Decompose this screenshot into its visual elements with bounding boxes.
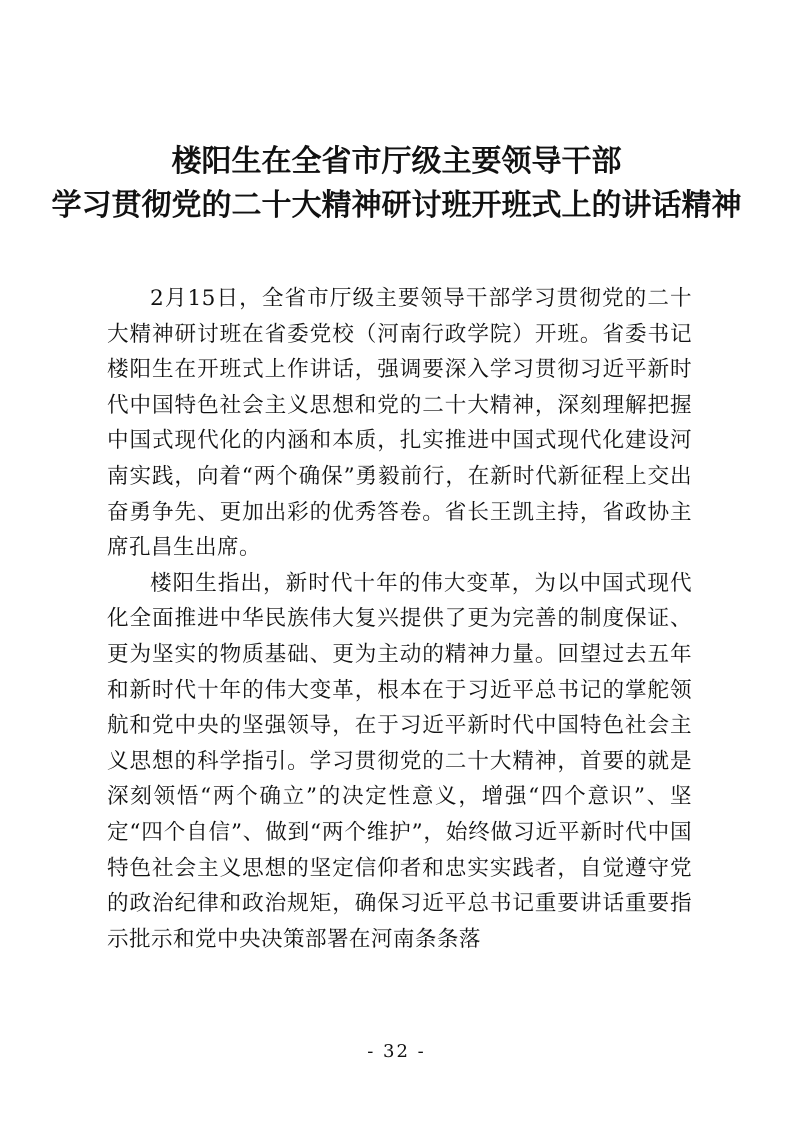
paragraph-1: 2月15日，全省市厅级主要领导干部学习贯彻党的二十大精神研讨班在省委党校（河南行政学院）开班。省委书记楼阳生在开班式上作讲话，强调要深入学习贯彻习近平新时代中国特色社会主义思想和党的二十大精神，深刻理解把握中国式现代化的内涵和本质，扎实推进中国式现代化建设河南实践，向着“两个确保”勇毅前行，在新时代新征程上交出奋勇争先、更加出彩的优秀答卷。省长王凯主持，省政协主席孔昌生出席。	[107, 286, 692, 561]
title-line-1: 楼阳生在全省市厅级主要领导干部	[171, 144, 622, 179]
page-number: - 32 -	[367, 1041, 426, 1062]
paragraph-2: 楼阳生指出，新时代十年的伟大变革，为以中国式现代化全面推进中华民族伟大复兴提供了更为完善的制度保证、更为坚实的物质基础、更为主动的精神力量。回望过去五年和新时代十年的伟大变革，根本在于习近平总书记的掌舵领航和党中央的坚强领导，在于习近平新时代中国特色社会主义思想的科学指引。学习贯彻党的二十大精神，首要的就是深刻领悟“两个确立”的决定性意义，增强“四个意识”、坚定“四个自信”、做到“两个维护”，始终做习近平新时代中国特色社会主义思想的坚定信仰者和忠实实践者，自觉遵守党的政治纪律和政治规矩，确保习近平总书记重要讲话重要指示批示和党中央决策部署在河南条条落	[107, 570, 692, 952]
title-line-2: 学习贯彻党的二十大精神研讨班开班式上的讲话精神	[51, 188, 742, 223]
document-body	[107, 281, 692, 957]
document-title	[0, 140, 793, 228]
